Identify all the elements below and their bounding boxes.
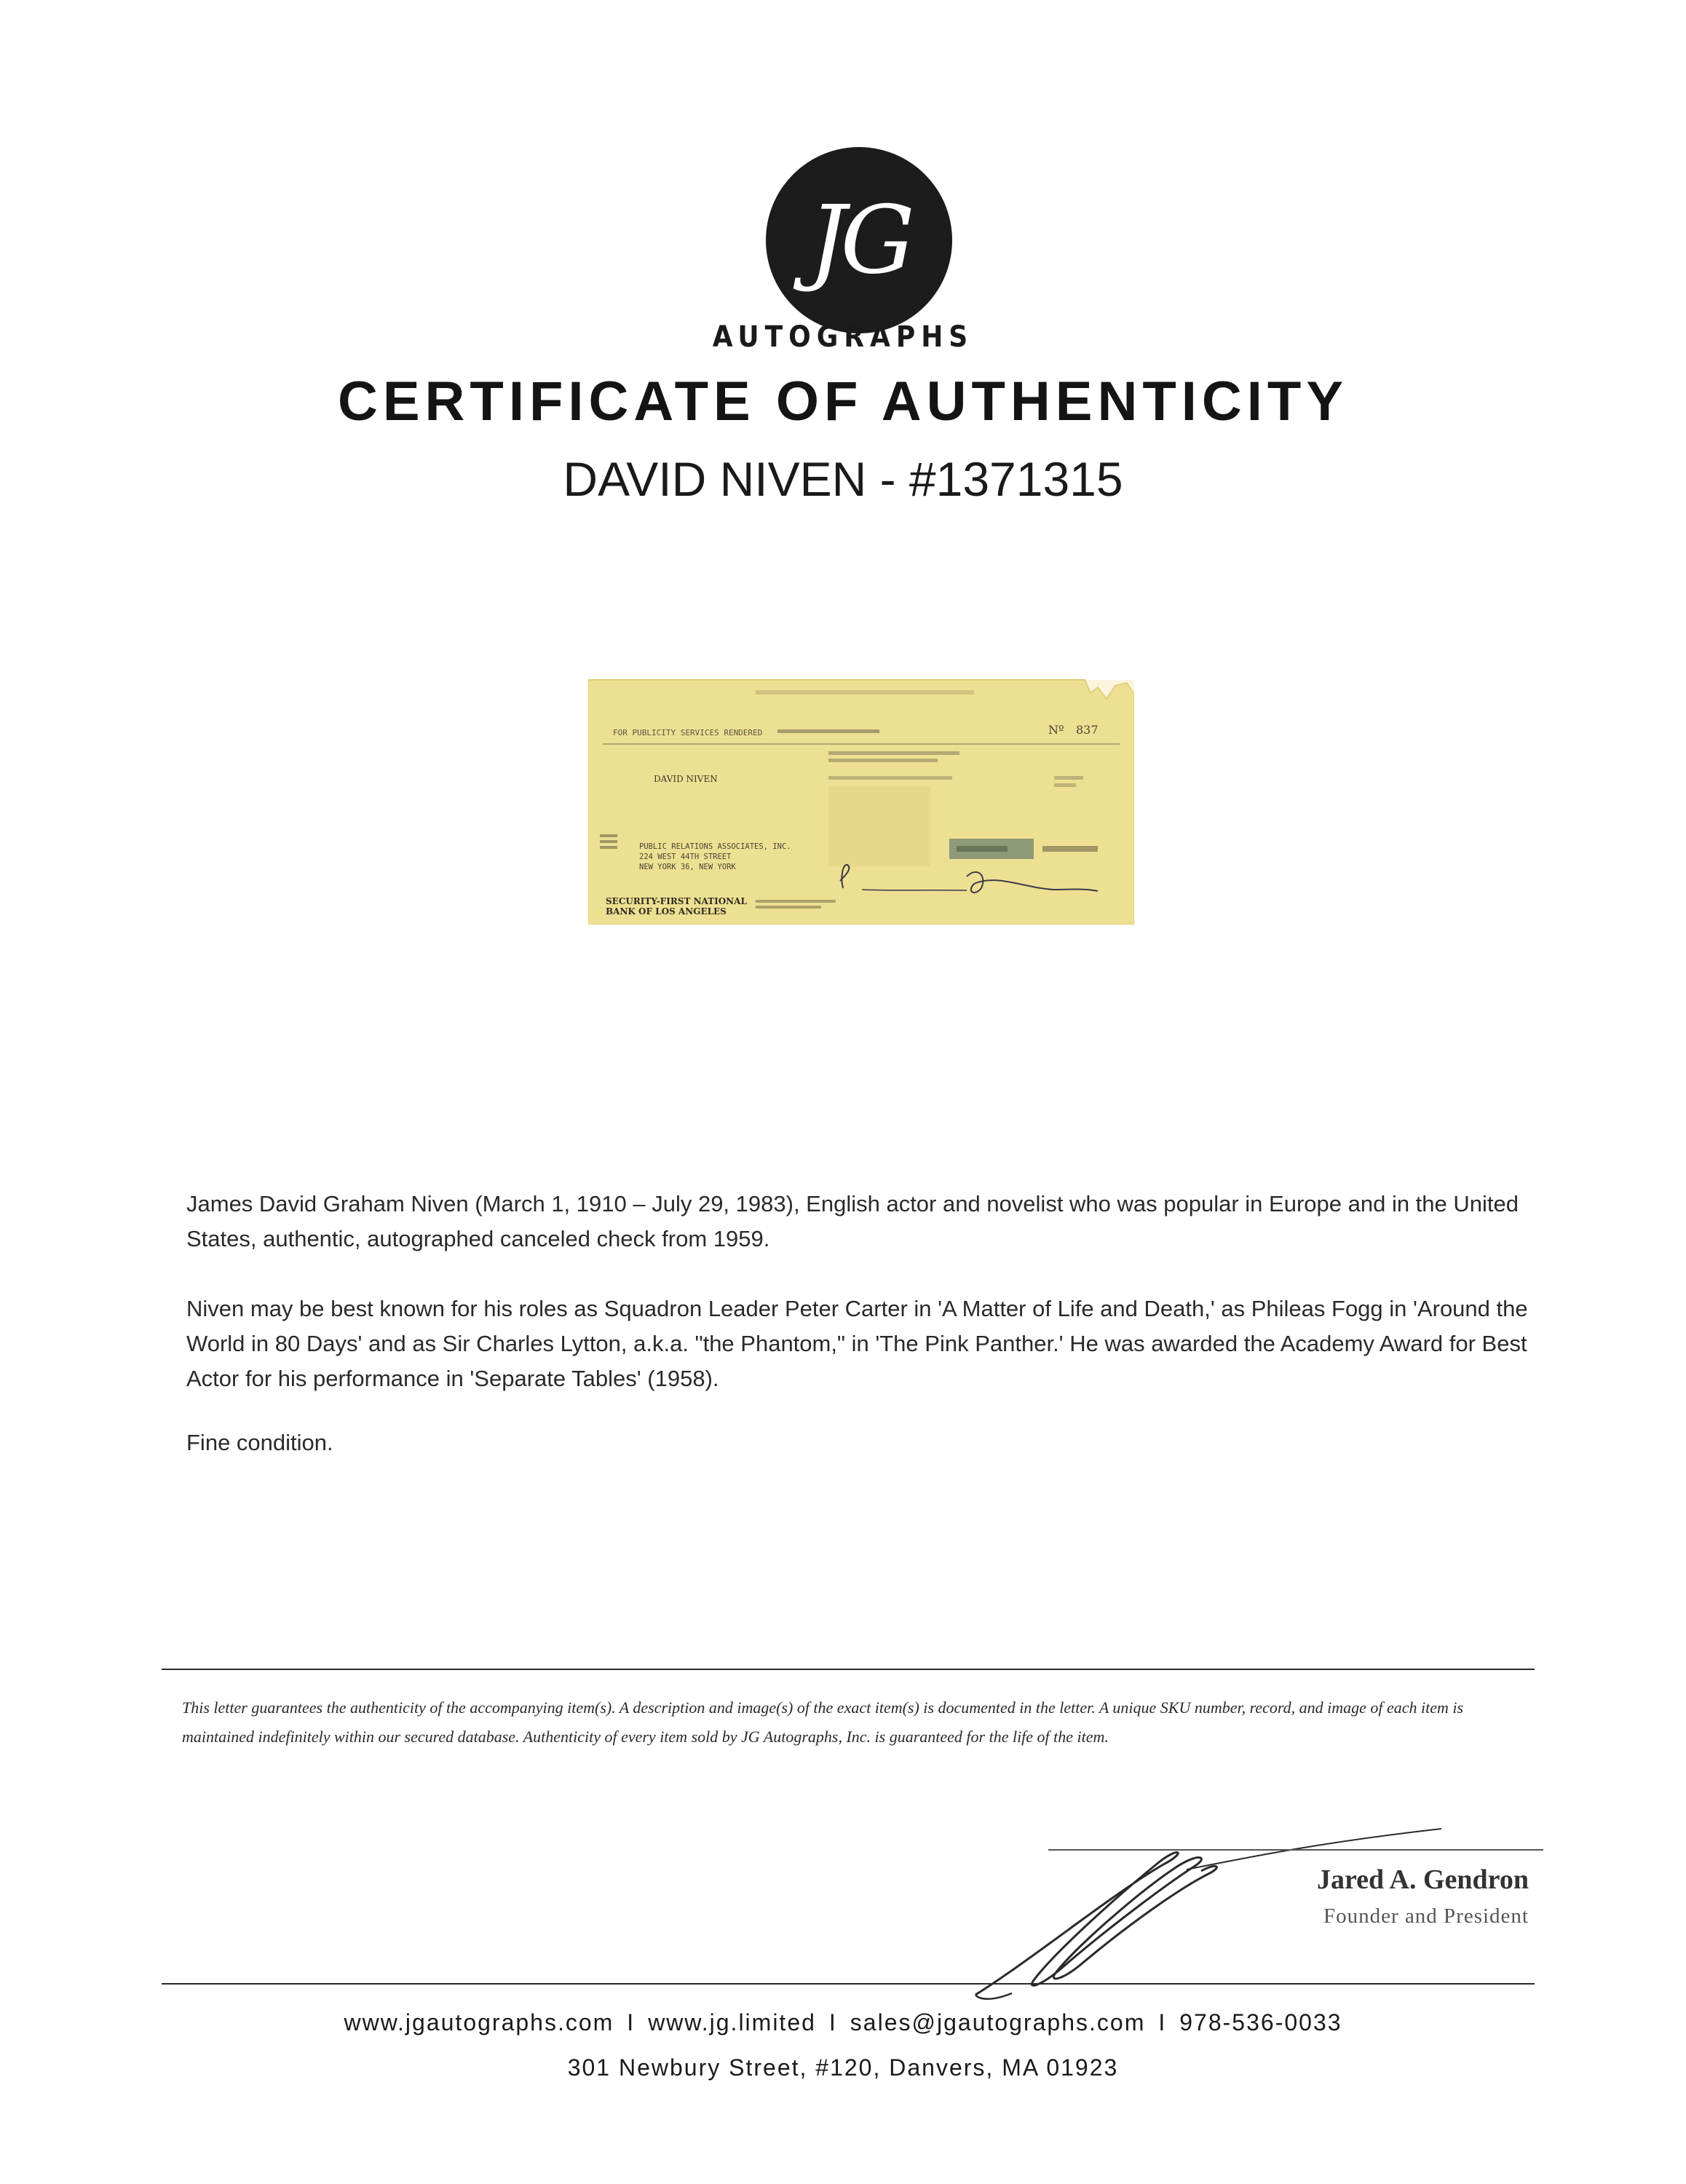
check-number-label: Nº (1048, 723, 1064, 737)
logo-mark: JG (809, 186, 909, 295)
footer-top-rule (162, 1669, 1535, 1670)
check-payee-3: NEW YORK 36, NEW YORK (639, 863, 736, 871)
separator: I (627, 2009, 636, 2035)
legal-guarantee-text: This letter guarantees the authenticity of the accompanying item(s). A description and image(s) of the exact item(s) is documented in the letter. A unique SKU number, record, and image of each item is maintained indefinitely within our secured database. Authenticity of every item sold by JG Autographs, Inc. is guaranteed for the life of the item. (182, 1698, 1464, 1746)
certificate-title: CERTIFICATE OF AUTHENTICITY (337, 371, 1349, 432)
signer-name: Jared A. Gendron (1316, 1864, 1529, 1895)
separator: I (828, 2009, 837, 2035)
check-payee-1: PUBLIC RELATIONS ASSOCIATES, INC. (639, 842, 791, 851)
description-paragraph-1: James David Graham Niven (March 1, 1910 – July 29, 1983), English actor and novelist who was popular in Europe and in the United States, authentic, autographed canceled check from 1959. (186, 1191, 1519, 1251)
signer-title: Founder and President (1323, 1904, 1529, 1928)
mailing-address: 301 Newbury Street, #120, Danvers, MA 01923 (567, 2054, 1119, 2081)
website-link[interactable]: www.jgautographs.com (344, 2009, 614, 2035)
phone-number[interactable]: 978-536-0033 (1179, 2009, 1342, 2035)
check-memo: FOR PUBLICITY SERVICES RENDERED (613, 728, 763, 737)
check-payer: DAVID NIVEN (654, 774, 718, 784)
description-paragraph-3: Fine condition. (186, 1430, 333, 1455)
separator: I (1158, 2009, 1167, 2035)
certificate-subtitle: DAVID NIVEN - #1371315 (563, 452, 1123, 506)
jg-logo (766, 147, 952, 333)
description-paragraph-2: Niven may be best known for his roles as Squadron Leader Peter Carter in 'A Matter of Life and Death,' as Phileas Fogg in 'Around the World in 80 Days' and as Sir Charles Lytton, a.k.a. "the Phantom," in 'The Pink Panther.' He was awarded the Academy Award for Best Actor for his performance in 'Separate Tables' (1958). (186, 1296, 1528, 1391)
check-number: 837 (1076, 723, 1099, 737)
limited-website-link[interactable]: www.jg.limited (648, 2009, 816, 2035)
footer-bottom-rule (162, 1983, 1535, 1985)
logo-subtext: AUTOGRAPHS (712, 320, 974, 354)
item-image-check (588, 677, 1134, 925)
check-bank-2: BANK OF LOS ANGELES (606, 906, 727, 917)
check-bank-1: SECURITY-FIRST NATIONAL (606, 896, 747, 906)
check-payee-2: 224 WEST 44TH STREET (639, 852, 732, 861)
signature-line (1048, 1849, 1543, 1851)
email-link[interactable]: sales@jgautographs.com (850, 2009, 1146, 2035)
contact-line (0, 2009, 1686, 2036)
